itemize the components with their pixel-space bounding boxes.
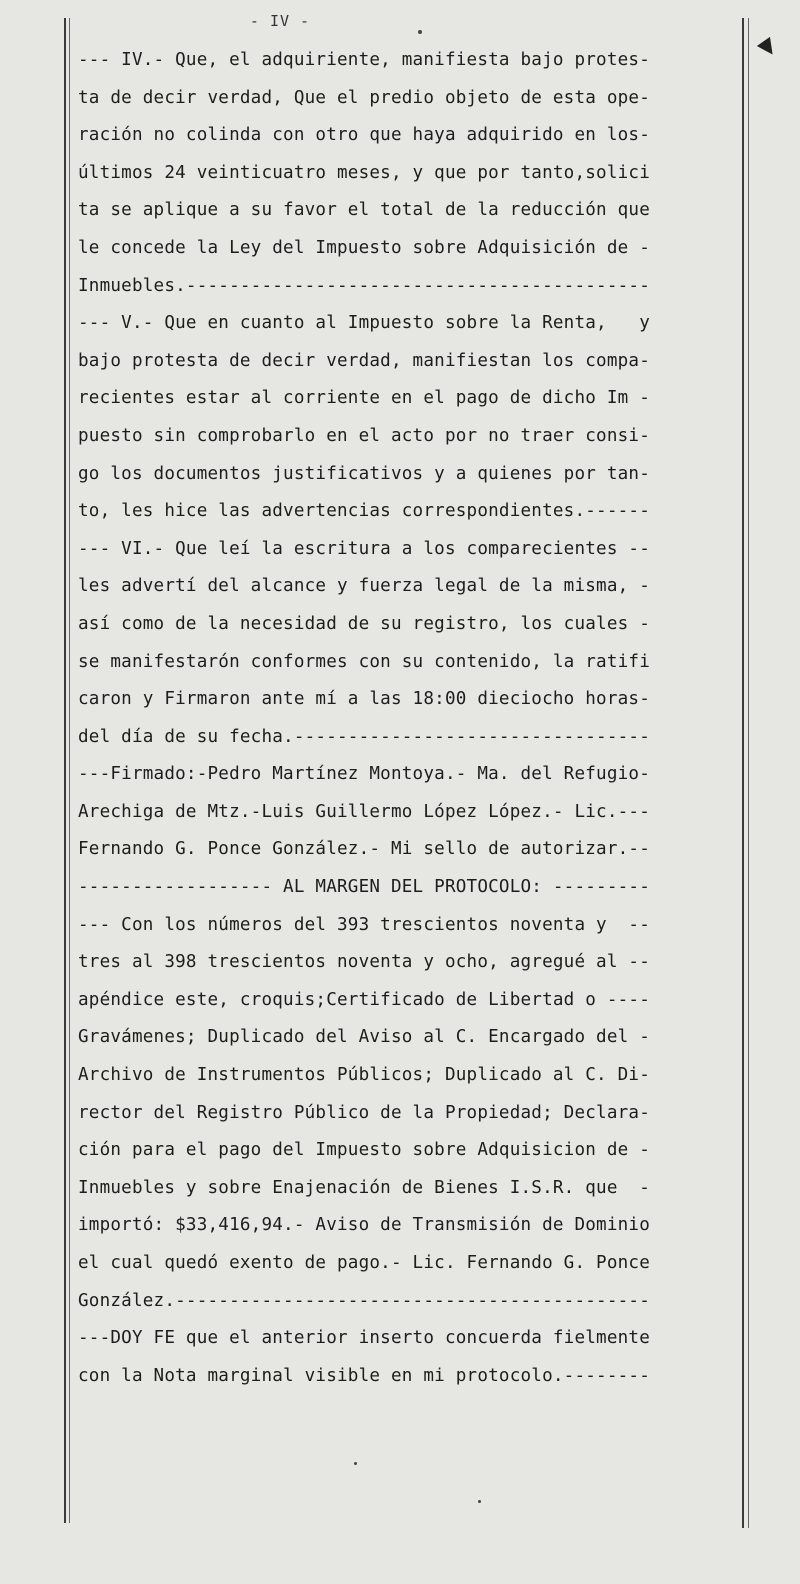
text-line: go los documentos justificativos y a quienes por tan- — [78, 463, 650, 484]
text-line: Inmuebles.------------------------------------------- — [78, 275, 650, 296]
speck-mark — [354, 1462, 357, 1465]
text-line: Arechiga de Mtz.-Luis Guillermo López López.- Lic.--- — [78, 801, 650, 822]
text-line: --- IV.- Que, el adquiriente, manifiesta bajo protes- — [78, 50, 650, 70]
text-line: --- Con los números del 393 trescientos noventa y -- — [78, 914, 650, 935]
text-line: del día de su fecha.--------------------------------- — [78, 726, 650, 747]
text-line: Archivo de Instrumentos Públicos; Duplicado al C. Di- — [78, 1065, 650, 1086]
text-line: rector del Registro Público de la Propiedad; Declara- — [78, 1102, 650, 1123]
text-line: el cual quedó exento de pago.- Lic. Fernando G. Ponce — [78, 1253, 650, 1273]
text-line: les advertí del alcance y fuerza legal de la misma, - — [78, 576, 650, 597]
speck-mark — [478, 1500, 481, 1503]
text-line: apéndice este, croquis;Certificado de Libertad o ---- — [78, 989, 650, 1010]
text-line: Inmuebles y sobre Enajenación de Bienes I.S.R. que - — [78, 1177, 650, 1198]
text-line: Fernando G. Ponce González.- Mi sello de autorizar.-- — [78, 839, 650, 860]
text-line: importó: $33,416,94.- Aviso de Transmisión de Dominio — [78, 1215, 650, 1236]
right-margin-rule-inner — [748, 18, 749, 1528]
text-line: con la Nota marginal visible en mi protocolo.-------- — [78, 1365, 650, 1386]
page-number: - IV - — [249, 12, 311, 30]
edge-mark — [757, 37, 779, 59]
text-line: --- V.- Que en cuanto al Impuesto sobre la Renta, y — [78, 313, 650, 334]
text-line: Gravámenes; Duplicado del Aviso al C. Encargado del - — [78, 1027, 650, 1048]
left-margin-rule-inner — [69, 18, 70, 1523]
right-margin-rule — [742, 18, 744, 1528]
text-line: bajo protesta de decir verdad, manifiestan los compa- — [78, 350, 650, 371]
text-line: ---Firmado:-Pedro Martínez Montoya.- Ma. del Refugio- — [78, 764, 650, 785]
text-line: ta se aplique a su favor el total de la reducción que — [78, 200, 650, 221]
text-line: ------------------ AL MARGEN DEL PROTOCOLO: --------- — [78, 877, 650, 898]
text-line: González.-------------------------------------------- — [78, 1290, 650, 1311]
text-line: --- VI.- Que leí la escritura a los comparecientes -- — [78, 538, 650, 559]
text-line: ---DOY FE que el anterior inserto concuerda fielmente — [78, 1328, 650, 1349]
document-body — [78, 42, 738, 1395]
speck-mark — [418, 30, 422, 34]
text-line: así como de la necesidad de su registro, los cuales - — [78, 613, 650, 634]
text-line: ración no colinda con otro que haya adquirido en los- — [78, 125, 650, 146]
text-line: ta de decir verdad, Que el predio objeto de esta ope- — [78, 87, 650, 108]
text-line: to, les hice las advertencias correspondientes.------ — [78, 501, 650, 522]
text-line: tres al 398 trescientos noventa y ocho, agregué al -- — [78, 952, 650, 973]
text-line: últimos 24 veinticuatro meses, y que por tanto,solici — [78, 162, 650, 183]
left-margin-rule — [64, 18, 66, 1523]
text-line: recientes estar al corriente en el pago de dicho Im - — [78, 388, 650, 409]
text-line: se manifestarón conformes con su contenido, la ratifi — [78, 651, 650, 672]
text-line: puesto sin comprobarlo en el acto por no traer consi- — [78, 425, 650, 446]
text-line: ción para el pago del Impuesto sobre Adquisicion de - — [78, 1140, 650, 1161]
text-line: caron y Firmaron ante mí a las 18:00 dieciocho horas- — [78, 689, 650, 710]
text-line: le concede la Ley del Impuesto sobre Adquisición de - — [78, 237, 650, 258]
